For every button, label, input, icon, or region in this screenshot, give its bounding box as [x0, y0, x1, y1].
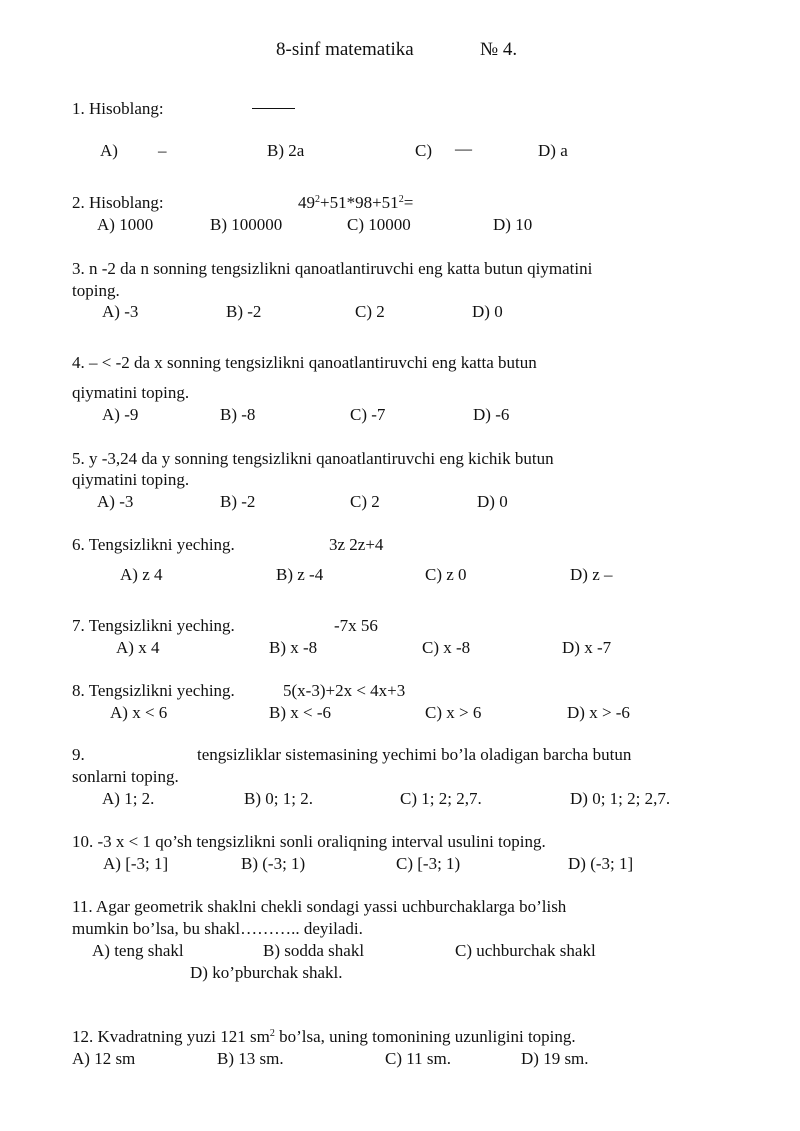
question-7-option-c: C) x -8	[422, 638, 471, 657]
question-1-option-d: D) a	[538, 141, 568, 160]
question-1-option-b: B) 2a	[267, 141, 305, 160]
question-2-option-d: D) 10	[493, 215, 533, 234]
worksheet-number: № 4.	[480, 39, 518, 60]
question-6-option-b: B) z -4	[276, 565, 324, 584]
question-10-option-d: D) (-3; 1]	[568, 854, 634, 873]
question-6-option-d: D) z –	[570, 565, 613, 584]
question-11-text-cont: mumkin bo’lsa, bu shakl……….. deyiladi.	[72, 919, 363, 938]
question-1-option-a: A)	[100, 141, 118, 160]
question-9-option-d: D) 0; 1; 2; 2,7.	[570, 789, 671, 808]
question-4-option-c: C) -7	[350, 405, 386, 424]
question-8-option-a: A) x < 6	[110, 703, 168, 722]
question-6-option-a: A) z 4	[120, 565, 163, 584]
question-9-text-cont: sonlarni toping.	[72, 767, 179, 786]
question-8-option-d: D) x > -6	[567, 703, 630, 722]
question-4-text-cont: qiymatini toping.	[72, 383, 190, 402]
question-6-label: 6. Tengsizlikni yeching.	[72, 535, 235, 554]
question-1-option-c-value: —	[455, 139, 472, 158]
question-7-option-a: A) x 4	[116, 638, 160, 657]
question-9-number: 9.	[72, 745, 85, 764]
question-5-text-cont: qiymatini toping.	[72, 470, 190, 489]
question-3-option-d: D) 0	[472, 302, 503, 321]
question-12-option-a: A) 12 sm	[72, 1049, 136, 1068]
question-9-option-b: B) 0; 1; 2.	[244, 789, 313, 808]
question-7-option-d: D) x -7	[562, 638, 612, 657]
question-12-text: 12. Kvadratning yuzi 121 $sm^2$ bo’lsa, uning tomonining uzunligini toping.	[72, 1027, 576, 1046]
question-8-expression: 5(x-3)+2x < 4x+3	[283, 681, 406, 700]
question-11-option-c: C) uchburchak shakl	[455, 941, 596, 960]
question-3-option-c: C) 2	[355, 302, 385, 321]
question-8-option-c: C) x > 6	[425, 703, 482, 722]
question-7-option-b: B) x -8	[269, 638, 318, 657]
question-10-option-b: B) (-3; 1)	[241, 854, 306, 873]
question-4-option-b: B) -8	[220, 405, 256, 424]
question-5-option-b: B) -2	[220, 492, 256, 511]
question-1-option-a-value: –	[158, 141, 167, 160]
question-12-option-b: B) 13 sm.	[217, 1049, 284, 1068]
question-8-option-b: B) x < -6	[269, 703, 331, 722]
question-12-option-d: D) 19 sm.	[521, 1049, 589, 1068]
question-4-option-a: A) -9	[102, 405, 139, 424]
question-11-text: 11. Agar geometrik shaklni chekli sondagi yassi uchburchaklarga bo’lish	[72, 897, 567, 916]
question-2-option-a: A) 1000	[97, 215, 154, 234]
question-4-option-d: D) -6	[473, 405, 510, 424]
question-9-option-a: A) 1; 2.	[102, 789, 155, 808]
question-2-expression: $49^2+51*98+51^2=$	[298, 193, 414, 212]
question-9-option-c: C) 1; 2; 2,7.	[400, 789, 482, 808]
worksheet-title: 8-sinf matematika	[276, 39, 414, 60]
question-3-text: 3. n -2 da n sonning tengsizlikni qanoatlantiruvchi eng katta butun qiymatini	[72, 259, 593, 278]
question-5-option-d: D) 0	[477, 492, 508, 511]
question-1-fraction-bar	[252, 108, 295, 109]
question-3-text-cont: toping.	[72, 281, 120, 300]
question-11-option-d: D) ko’pburchak shakl.	[190, 963, 343, 982]
question-3-option-b: B) -2	[226, 302, 262, 321]
question-6-option-c: C) z 0	[425, 565, 467, 584]
question-10-option-c: C) [-3; 1)	[396, 854, 461, 873]
question-11-option-a: A) teng shakl	[92, 941, 184, 960]
question-5-option-c: C) 2	[350, 492, 380, 511]
question-2-label: 2. Hisoblang:	[72, 193, 164, 212]
question-11-option-b: B) sodda shakl	[263, 941, 365, 960]
question-1-label: 1. Hisoblang:	[72, 99, 164, 118]
question-1-option-c: C)	[415, 141, 432, 160]
question-12-option-c: C) 11 sm.	[385, 1049, 451, 1068]
question-7-expression: -7x 56	[334, 616, 378, 635]
question-4-text: 4. – < -2 da x sonning tengsizlikni qanoatlantiruvchi eng katta butun	[72, 353, 537, 372]
question-6-expression: 3z 2z+4	[329, 535, 384, 554]
question-2-option-c: C) 10000	[347, 215, 411, 234]
question-10-text: 10. -3 x < 1 qo’sh tengsizlikni sonli oraliqning interval usulini toping.	[72, 832, 546, 851]
question-5-text: 5. y -3,24 da y sonning tengsizlikni qanoatlantiruvchi eng kichik butun	[72, 449, 554, 468]
question-7-label: 7. Tengsizlikni yeching.	[72, 616, 235, 635]
question-8-label: 8. Tengsizlikni yeching.	[72, 681, 235, 700]
question-5-option-a: A) -3	[97, 492, 134, 511]
question-3-option-a: A) -3	[102, 302, 139, 321]
question-10-option-a: A) [-3; 1]	[103, 854, 169, 873]
question-9-text: tengsizliklar sistemasining yechimi bo’la oladigan barcha butun	[197, 745, 632, 764]
question-2-option-b: B) 100000	[210, 215, 283, 234]
